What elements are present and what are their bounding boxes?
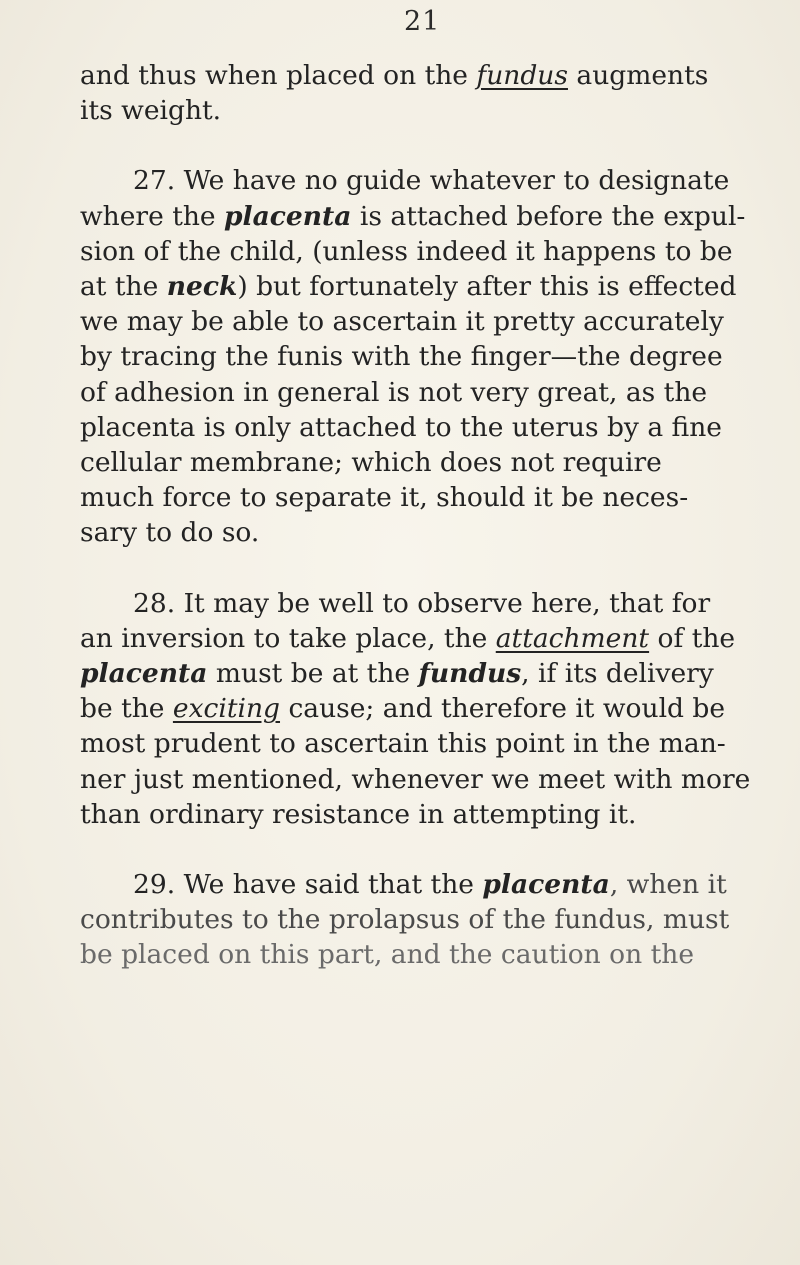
text-line: its weight. [80,95,222,127]
text-line: we may be able to ascertain it pretty accurately [80,306,724,338]
text-line: be placed on this part, and the caution on the [80,939,695,971]
emphasis-fundus: fundus [476,60,568,91]
emphasis-neck: neck [166,271,238,303]
emphasis-exciting: exciting [172,693,281,725]
text-line: placenta is only attached to the uterus by a fine [80,411,722,443]
text-line: contributes to the prolapsus of the fundus, must [80,904,730,936]
emphasis-placenta: placenta [224,200,352,232]
body-text [80,58,780,973]
text-line: sary to do so. [80,517,260,549]
text-line: placenta must be at the fundus, if its delivery [80,658,714,690]
text-line: at the neck) but fortunately after this is effected [80,271,737,303]
emphasis-placenta: placenta [80,658,208,690]
text-line: an inversion to take place, the attachment of the [80,622,736,654]
emphasis-attachment: attachment [495,622,650,654]
text-line: where the placenta is attached before the expul- [80,200,746,232]
text-line: most prudent to ascertain this point in the man- [80,728,726,760]
text-line: by tracing the funis with the finger—the degree [80,341,723,373]
text-line: 29. We have said that the placenta, when it [133,869,727,901]
paragraph-28 [80,586,780,832]
paragraph-continuation [80,58,780,128]
text-line: ner just mentioned, whenever we meet with more [80,763,751,795]
text-line: of adhesion in general is not very great, as the [80,376,708,408]
text-line: than ordinary resistance in attempting it. [80,798,637,830]
emphasis-placenta: placenta [482,869,610,901]
text-line: 27. We have no guide whatever to designate [133,165,730,197]
text-line: 28. It may be well to observe here, that for [133,587,711,619]
text-line: sion of the child, (unless indeed it happens to be [80,235,733,267]
page-number: 21 [404,6,441,37]
paragraph-27 [80,163,780,550]
emphasis-fundus: fundus [418,658,522,690]
text-line: much force to separate it, should it be neces- [80,482,689,514]
text-line: be the exciting cause; and therefore it would be [80,693,726,725]
paragraph-29 [80,867,780,973]
text-line: cellular membrane; which does not require [80,447,662,479]
text-line: and thus when placed on the fundus augments [80,60,709,91]
